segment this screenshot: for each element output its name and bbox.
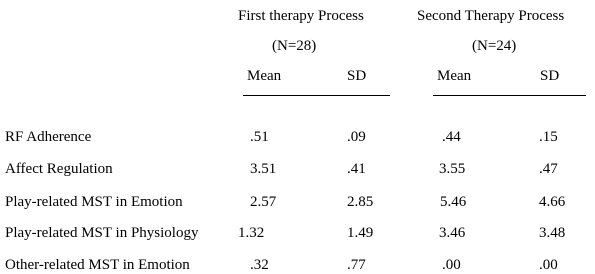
cell-mean-second: 5.46 xyxy=(440,194,467,210)
group-title-second: Second Therapy Process xyxy=(417,8,565,24)
col-header-mean-first: Mean xyxy=(247,68,282,84)
cell-mean-first: .32 xyxy=(250,257,269,273)
group-title-first: First therapy Process xyxy=(238,8,364,24)
row-label: Affect Regulation xyxy=(5,161,113,177)
cell-sd-second: 3.48 xyxy=(539,225,566,241)
group-n-first: (N=28) xyxy=(272,38,317,54)
cell-sd-first: .09 xyxy=(347,129,366,145)
cell-mean-first: .51 xyxy=(250,129,269,145)
cell-mean-first: 2.57 xyxy=(250,194,277,210)
cell-sd-second: .47 xyxy=(539,161,558,177)
row-label: Play-related MST in Physiology xyxy=(5,225,199,241)
cell-mean-first: 3.51 xyxy=(250,161,277,177)
col-header-mean-second: Mean xyxy=(437,68,472,84)
row-label: RF Adherence xyxy=(5,129,92,145)
cell-mean-first: 1.32 xyxy=(238,225,265,241)
cell-sd-first: .41 xyxy=(347,161,366,177)
cell-sd-second: .15 xyxy=(539,129,558,145)
cell-mean-second: 3.46 xyxy=(439,225,466,241)
row-label: Other-related MST in Emotion xyxy=(5,257,190,273)
col-header-sd-second: SD xyxy=(540,68,560,84)
col-header-sd-first: SD xyxy=(347,68,367,84)
cell-sd-first: 1.49 xyxy=(347,225,374,241)
cell-mean-second: 3.55 xyxy=(439,161,466,177)
header-rule-first xyxy=(243,95,390,96)
cell-mean-second: .00 xyxy=(442,257,461,273)
cell-sd-second: .00 xyxy=(539,257,558,273)
group-n-second: (N=24) xyxy=(472,38,517,54)
cell-sd-first: .77 xyxy=(347,257,366,273)
cell-mean-second: .44 xyxy=(442,129,461,145)
row-label: Play-related MST in Emotion xyxy=(5,194,183,210)
header-rule-second xyxy=(433,95,586,96)
cell-sd-second: 4.66 xyxy=(539,194,566,210)
cell-sd-first: 2.85 xyxy=(347,194,374,210)
